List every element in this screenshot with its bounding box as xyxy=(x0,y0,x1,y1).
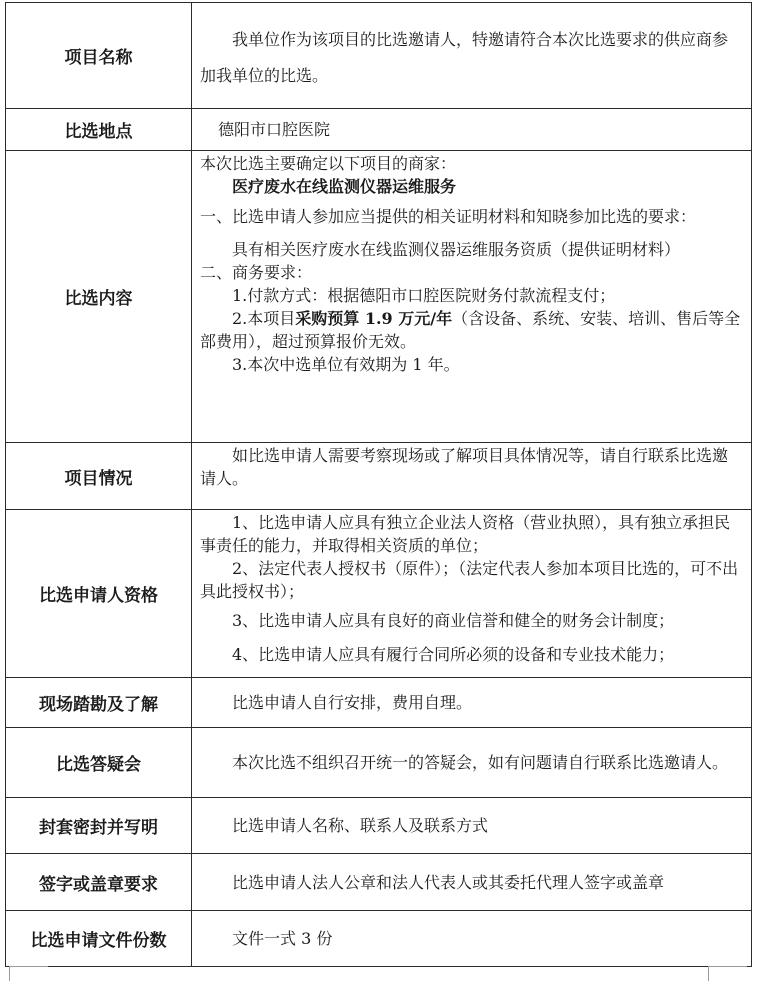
label-site-visit: 现场踏勘及了解 xyxy=(6,678,192,728)
content-item1: 1.付款方式：根据德阳市口腔医院财务付款流程支付； xyxy=(232,286,616,305)
qa-text: 本次比选不组织召开统一的答疑会，如有问题请自行联系比选邀请人。 xyxy=(232,752,729,772)
content-intro: 本次比选主要确定以下项目的商家： xyxy=(200,154,457,173)
location-text: 德阳市口腔医院 xyxy=(218,120,331,139)
value-site-visit xyxy=(192,678,752,728)
row-site-visit xyxy=(6,678,752,728)
situation-text: 如比选申请人需要考察现场或了解项目具体情况等，请自行联系比选邀请人。 xyxy=(200,446,729,488)
value-qualification xyxy=(192,510,752,678)
qual-item-4: 4、比选申请人应具有履行合同所必须的设备和专业技术能力； xyxy=(232,645,675,664)
label-qa: 比选答疑会 xyxy=(6,728,192,798)
label-signature: 签字或盖章要求 xyxy=(6,854,192,911)
tender-info-table xyxy=(5,2,752,967)
row-location xyxy=(6,109,752,151)
content-item2 xyxy=(200,307,743,353)
site-visit-text: 比选申请人自行安排，费用自理。 xyxy=(232,693,473,712)
label-location: 比选地点 xyxy=(6,109,192,151)
project-name-text: 我单位作为该项目的比选邀请人，特邀请符合本次比选要求的供应商参加我单位的比选。 xyxy=(200,29,729,85)
item2-prefix: 2.本项目 xyxy=(232,309,296,328)
copies-text: 文件一式 3 份 xyxy=(232,929,333,948)
signature-text: 比选申请人法人公章和法人代表人或其委托代理人签字或盖章 xyxy=(232,872,665,892)
label-qualification: 比选申请人资格 xyxy=(6,510,192,678)
qual-item-1: 1、比选申请人应具有独立企业法人资格（营业执照），具有独立承担民事责任的能力，并取得相关资质的单位； xyxy=(200,513,731,555)
row-content xyxy=(6,151,752,443)
value-situation xyxy=(192,443,752,510)
qual-item-2: 2、法定代表人授权书（原件）；（法定代表人参加本项目比选的，可不出具此授权书）； xyxy=(200,559,739,601)
content-req-heading: 一、比选申请人参加应当提供的相关证明材料和知晓参加比选的要求： xyxy=(200,207,697,226)
seal-envelope-text: 比选申请人名称、联系人及联系方式 xyxy=(232,816,489,835)
content-service: 医疗废水在线监测仪器运维服务 xyxy=(232,177,457,196)
value-project-name xyxy=(192,3,752,109)
label-content: 比选内容 xyxy=(6,151,192,443)
page-corner-mark-right xyxy=(708,966,747,981)
value-qa xyxy=(192,728,752,798)
content-req-detail: 具有相关医疗废水在线监测仪器运维服务资质（提供证明材料） xyxy=(232,240,681,259)
content-biz-heading: 二、商务要求： xyxy=(200,263,313,282)
value-signature xyxy=(192,854,752,911)
value-seal-envelope xyxy=(192,798,752,854)
value-copies xyxy=(192,911,752,967)
content-item3: 3.本次中选单位有效期为 1 年。 xyxy=(232,355,460,374)
row-qualification xyxy=(6,510,752,678)
label-seal-envelope: 封套密封并写明 xyxy=(6,798,192,854)
row-copies xyxy=(6,911,752,967)
qual-item-3: 3、比选申请人应具有良好的商业信誉和健全的财务会计制度； xyxy=(232,611,675,630)
row-qa xyxy=(6,728,752,798)
page-corner-mark-left xyxy=(9,966,48,981)
label-project-name: 项目名称 xyxy=(6,3,192,109)
label-copies: 比选申请文件份数 xyxy=(6,911,192,967)
value-content xyxy=(192,151,752,443)
row-seal-envelope xyxy=(6,798,752,854)
item2-suffix: （含设备、系统、安装、培训、售后等全部费用），超过预算报价无效。 xyxy=(200,309,741,351)
row-project-name xyxy=(6,3,752,109)
value-location xyxy=(192,109,752,151)
row-situation xyxy=(6,443,752,510)
item2-budget: 采购预算 1.9 万元/年 xyxy=(295,309,453,328)
label-situation: 项目情况 xyxy=(6,443,192,510)
row-signature xyxy=(6,854,752,911)
